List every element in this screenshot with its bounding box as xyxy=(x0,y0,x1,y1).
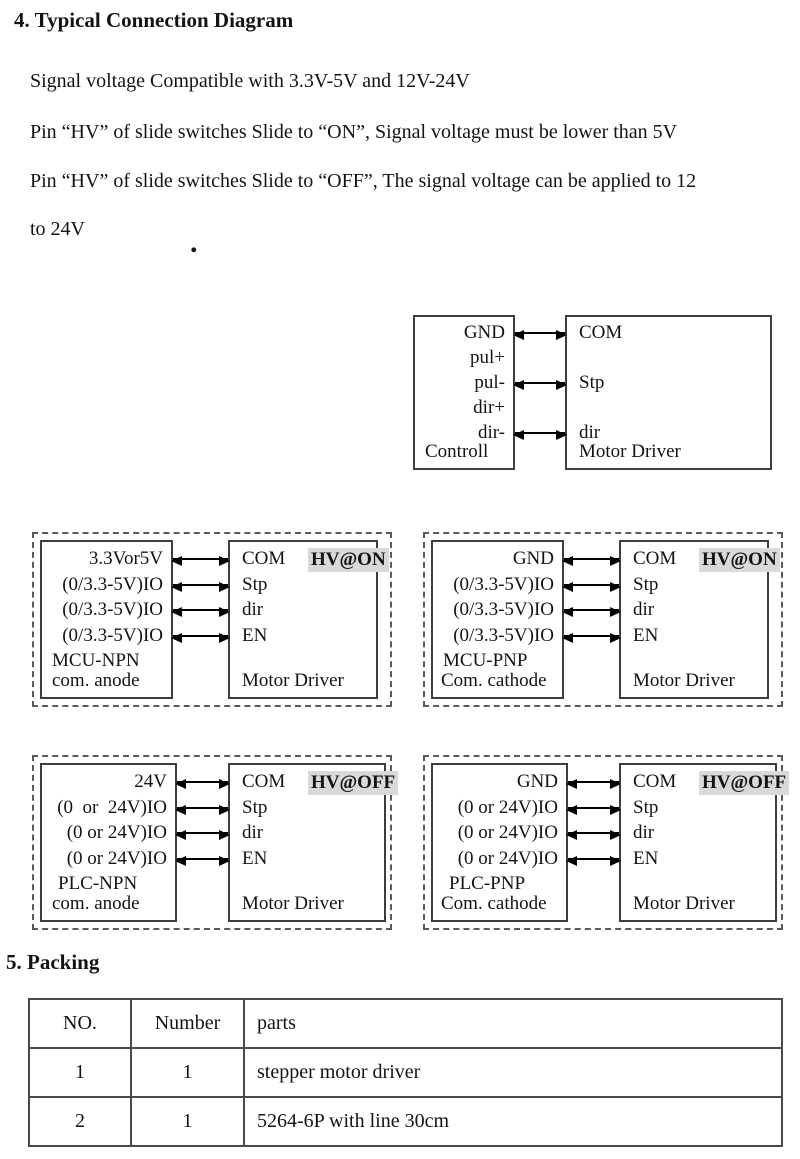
table-header-row xyxy=(29,999,782,1048)
bidirectional-arrow xyxy=(173,558,228,560)
bidirectional-arrow xyxy=(515,332,565,334)
controller-diagram xyxy=(413,315,772,471)
bidirectional-arrow xyxy=(564,609,619,611)
source-pin: 3.3Vor5V xyxy=(88,548,163,569)
driver-pin-dir: dir xyxy=(633,822,655,843)
section-4-heading: 4. Typical Connection Diagram xyxy=(14,8,294,32)
motor-driver-label: Motor Driver xyxy=(242,893,344,914)
source-pin: (0 or 24V)IO xyxy=(66,822,167,843)
driver-pin-com: COM xyxy=(633,771,677,792)
cell-parts: 5264-6P with line 30cm xyxy=(244,1097,782,1146)
controller-pin-gnd: GND xyxy=(463,322,505,343)
controller-pin-dir-plus: dir+ xyxy=(473,397,505,418)
table-row xyxy=(29,1048,782,1097)
motor-driver-box xyxy=(619,540,777,699)
header-cell-parts: parts xyxy=(244,999,782,1048)
section-5-heading: 5. Packing xyxy=(6,950,100,974)
common-mode-label: com. anode xyxy=(52,670,140,691)
source-pin: (0/3.3-5V)IO xyxy=(453,573,554,595)
common-mode-label: Com. cathode xyxy=(441,893,547,914)
bidirectional-arrow xyxy=(568,832,619,834)
common-mode-label: Com. cathode xyxy=(441,670,547,691)
cell-no: 1 xyxy=(29,1048,131,1097)
device-type-label: PLC-NPN xyxy=(58,873,138,894)
signal-source-box xyxy=(40,540,173,699)
connection-diagram-plc-pnp xyxy=(423,755,787,930)
motor-driver-box xyxy=(228,763,396,922)
driver-pin-com: COM xyxy=(579,322,623,343)
device-type-label: MCU-NPN xyxy=(52,650,140,671)
driver-pin-dir: dir xyxy=(579,422,601,443)
driver-pin-com: COM xyxy=(633,548,677,569)
body-line-3: Pin “HV” of slide switches Slide to “OFF”, The signal voltage can be applied to 12 xyxy=(30,170,697,192)
driver-pin-en: EN xyxy=(633,624,659,646)
source-pin: (0/3.3-5V)IO xyxy=(453,624,554,646)
source-pin: (0/3.3-5V)IO xyxy=(62,599,163,620)
bidirectional-arrow xyxy=(173,609,228,611)
controller-pin-pul-plus: pul+ xyxy=(470,347,505,368)
motor-driver-label: Motor Driver xyxy=(633,670,735,691)
driver-pin-stp: Stp xyxy=(242,573,268,595)
hv-mode-badge: HV@ON xyxy=(308,548,389,572)
driver-pin-stp: Stp xyxy=(579,372,605,393)
motor-driver-label: Motor Driver xyxy=(633,893,735,914)
controller-pin-dir-minus: dir- xyxy=(477,422,505,443)
packing-table xyxy=(28,998,783,1147)
controller-box xyxy=(413,315,515,470)
header-cell-number: Number xyxy=(131,999,244,1048)
common-mode-label: com. anode xyxy=(52,893,140,914)
source-pin: (0 or 24V)IO xyxy=(457,847,558,869)
hv-mode-badge: HV@OFF xyxy=(699,771,789,795)
body-line-1: Signal voltage Compatible with 3.3V-5V and 12V-24V xyxy=(30,70,470,92)
cell-number: 1 xyxy=(131,1097,244,1146)
motor-driver-label: Motor Driver xyxy=(242,670,344,691)
bidirectional-arrow xyxy=(515,382,565,384)
motor-driver-box xyxy=(619,763,787,922)
driver-pin-en: EN xyxy=(242,847,268,869)
controller-pin-pul-minus: pul- xyxy=(474,372,505,393)
cell-parts: stepper motor driver xyxy=(244,1048,782,1097)
connection-diagram-mcu-npn xyxy=(32,532,392,707)
connection-diagram-plc-npn xyxy=(32,755,396,930)
bidirectional-arrow xyxy=(564,558,619,560)
signal-source-box xyxy=(431,763,568,922)
device-type-label: PLC-PNP xyxy=(449,873,526,894)
period-dot: . xyxy=(190,226,198,259)
driver-pin-en: EN xyxy=(242,624,268,646)
driver-pin-en: EN xyxy=(633,847,659,869)
driver-pin-dir: dir xyxy=(242,599,264,620)
motor-driver-label: Motor Driver xyxy=(579,441,681,462)
motor-driver-box xyxy=(228,540,386,699)
controller-box-label: Controll xyxy=(425,441,489,462)
bidirectional-arrow xyxy=(568,781,619,783)
motor-driver-box xyxy=(565,315,772,470)
body-line-4: to 24V xyxy=(30,218,85,240)
driver-pin-dir: dir xyxy=(633,599,655,620)
bidirectional-arrow xyxy=(177,832,228,834)
connection-diagram-mcu-pnp xyxy=(423,532,783,707)
driver-pin-stp: Stp xyxy=(633,573,659,595)
signal-source-box xyxy=(40,763,177,922)
driver-pin-stp: Stp xyxy=(633,796,659,818)
device-type-label: MCU-PNP xyxy=(443,650,528,671)
bidirectional-arrow xyxy=(173,584,228,586)
hv-mode-badge: HV@ON xyxy=(699,548,780,572)
body-line-2: Pin “HV” of slide switches Slide to “ON”, Signal voltage must be lower than 5V xyxy=(30,121,678,143)
bidirectional-arrow xyxy=(568,807,619,809)
bidirectional-arrow xyxy=(564,584,619,586)
cell-number: 1 xyxy=(131,1048,244,1097)
bidirectional-arrow xyxy=(177,781,228,783)
bidirectional-arrow xyxy=(515,432,565,434)
source-pin: (0 or 24V)IO xyxy=(457,796,558,818)
source-pin: (0 or 24V)IO xyxy=(457,822,558,843)
source-pin: GND xyxy=(516,771,558,792)
source-pin: (0/3.3-5V)IO xyxy=(453,599,554,620)
source-pin: (0/3.3-5V)IO xyxy=(62,573,163,595)
source-pin: (0/3.3-5V)IO xyxy=(62,624,163,646)
bidirectional-arrow xyxy=(177,858,228,860)
source-pin: GND xyxy=(512,548,554,569)
bidirectional-arrow xyxy=(177,807,228,809)
bidirectional-arrow xyxy=(173,635,228,637)
driver-pin-com: COM xyxy=(242,548,286,569)
cell-no: 2 xyxy=(29,1097,131,1146)
header-cell-no: NO. xyxy=(29,999,131,1048)
bidirectional-arrow xyxy=(564,635,619,637)
driver-pin-com: COM xyxy=(242,771,286,792)
source-pin: (0 or 24V)IO xyxy=(57,796,167,818)
source-pin: 24V xyxy=(134,771,167,792)
driver-pin-stp: Stp xyxy=(242,796,268,818)
signal-source-box xyxy=(431,540,564,699)
driver-pin-dir: dir xyxy=(242,822,264,843)
table-row xyxy=(29,1097,782,1146)
hv-mode-badge: HV@OFF xyxy=(308,771,398,795)
source-pin: (0 or 24V)IO xyxy=(66,847,167,869)
bidirectional-arrow xyxy=(568,858,619,860)
